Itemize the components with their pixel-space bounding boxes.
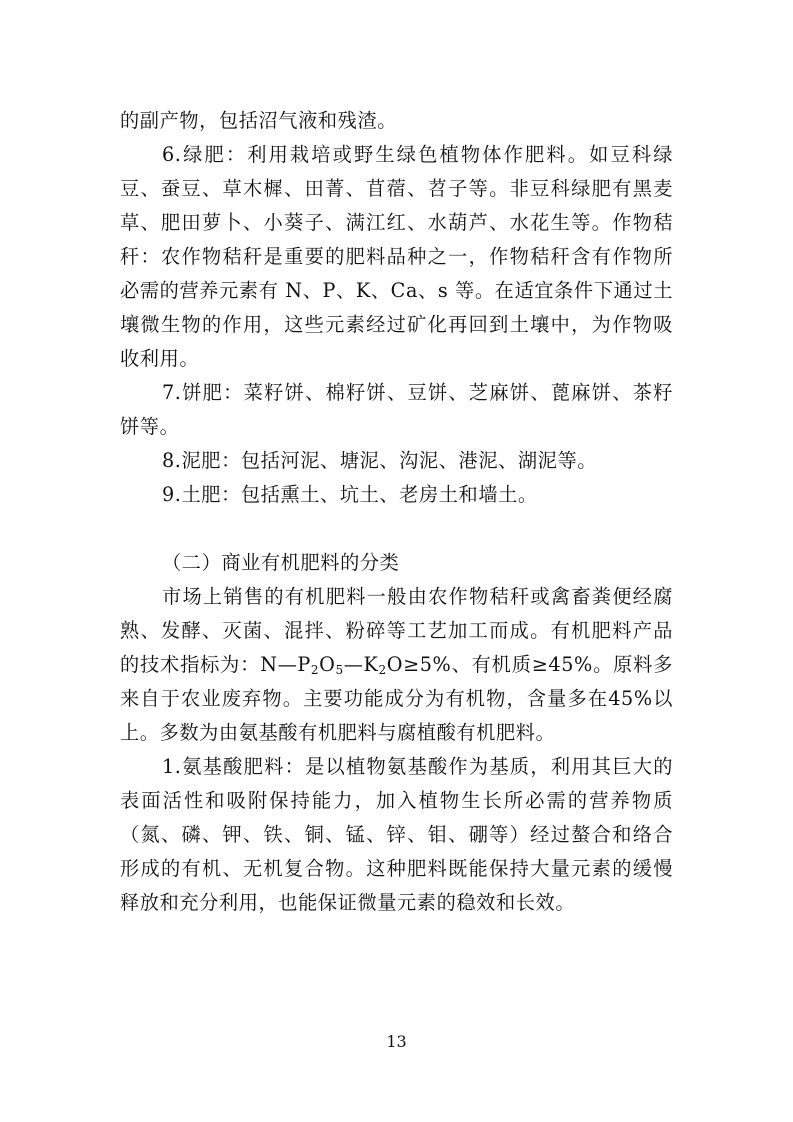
body-text xyxy=(120,104,673,920)
paragraph-soil-manure: 9.土肥：包括熏土、坑土、老房土和墙土。 xyxy=(162,483,538,506)
paragraph-text-part: O xyxy=(319,653,336,676)
paragraph-amino-acid-fertilizer: 1.氨基酸肥料：是以植物氨基酸作为基质，利用其巨大的表面活性和吸附保持能力，加入植物生长所必需的营养物质（氮、磷、钾、铁、铜、锰、锌、钼、硼等）经过螯合和络合形成的有机、无机复合物。这种肥料既能保持大量元素的缓慢释放和充分利用，也能保证微量元素的稳效和长效。 xyxy=(120,755,673,914)
paragraph-text-part: O≥5%、有机质≥45%。原料多来自于农业废弃物。主要功能成分为有机物，含量多在45%以上。多数为由氨基酸有机肥料与腐植酸有机肥料。 xyxy=(120,653,673,744)
paragraph-green-manure: 6.绿肥：利用栽培或野生绿色植物体作肥料。如豆科绿豆、蚕豆、草木樨、田菁、苜蓿、苕子等。非豆科绿肥有黑麦草、肥田萝卜、小葵子、满江红、水葫芦、水花生等。作物秸秆：农作物秸秆是重要的肥料品种之一，作物秸秆含有作物所必需的营养元素有 N、P、K、Ca、s 等。在适宜条件下通过土壤微生物的作用，这些元素经过矿化再回到土壤中，为作物吸收利用。 xyxy=(120,143,673,370)
subscript: 2 xyxy=(378,663,387,677)
paragraph-text-part: —K xyxy=(343,653,379,676)
paragraph-cake-manure: 7.饼肥：菜籽饼、棉籽饼、豆饼、芝麻饼、蓖麻饼、茶籽饼等。 xyxy=(120,381,673,438)
section-heading: （二）商业有机肥料的分类 xyxy=(162,551,400,574)
paragraph-continuation: 的副产物，包括沼气液和残渣。 xyxy=(120,109,398,132)
paragraph-mud-manure: 8.泥肥：包括河泥、塘泥、沟泥、港泥、湖泥等。 xyxy=(162,449,598,472)
paragraph-text-part: 市场上销售的有机肥料一般由农作物秸秆或禽畜粪便经腐熟、发酵、灭菌、混拌、粉碎等工艺加工而成。有机肥料产品的技术指标为：N—P xyxy=(120,585,673,676)
page-number: 13 xyxy=(386,1032,407,1051)
subscript: 2 xyxy=(310,663,320,677)
subscript: 5 xyxy=(335,663,344,677)
paragraph-commercial-organic xyxy=(120,580,673,750)
